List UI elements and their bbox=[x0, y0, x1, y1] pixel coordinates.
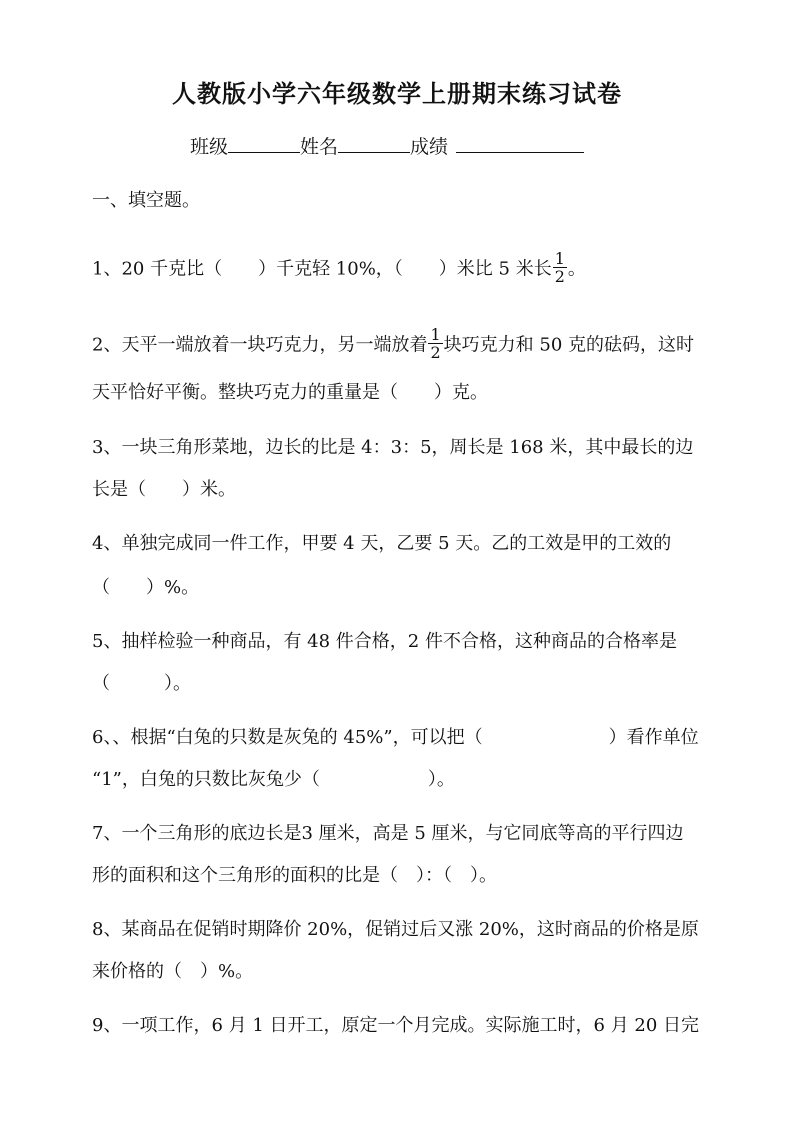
fraction-one-half: $\frac{1}{2}$ bbox=[430, 325, 441, 362]
question-3-line-1: 3、一块三角形菜地，边长的比是 4：3：5，周长是 168 米，其中最长的边 bbox=[92, 437, 694, 458]
page-title: 人教版小学六年级数学上册期末练习试卷 bbox=[172, 79, 622, 108]
class-blank bbox=[228, 134, 300, 153]
name-blank bbox=[338, 134, 410, 153]
question-9-line-1: 9、一项工作，6 月 1 日开工，原定一个月完成。实际施工时，6 月 20 日完 bbox=[92, 1015, 700, 1036]
question-5-line-1: 5、抽样检验一种商品，有 48 件合格，2 件不合格，这种商品的合格率是 bbox=[92, 631, 677, 652]
name-label: 姓名 bbox=[300, 136, 339, 158]
question-8-line-1: 8、某商品在促销时期降价 20%，促销过后又涨 20%，这时商品的价格是原 bbox=[92, 919, 699, 940]
question-1: 1、20 千克比（ ）千克轻 10%，（ ）米比 5 米长 $\frac{1}{2}$ 。 bbox=[92, 249, 586, 286]
score-blank bbox=[456, 134, 584, 153]
question-3-line-2: 长是（ ）米。 bbox=[92, 479, 236, 500]
question-2-line-2: 天平恰好平衡。整块巧克力的重量是（ ）克。 bbox=[92, 382, 488, 403]
question-6-line-1: 6、、根据“白兔的只数是灰兔的 45%”，可以把（ ）看作单位 bbox=[92, 727, 699, 748]
question-5-line-2: （ ）。 bbox=[92, 673, 191, 694]
question-6-line-2: “1”，白兔的只数比灰兔少（ ）。 bbox=[92, 769, 455, 790]
question-2-line-1: 2、天平一端放着一块巧克力，另一端放着 $\frac{1}{2}$ 块巧克力和 50 克的砝码，这时 bbox=[92, 325, 694, 362]
question-8-line-2: 来价格的（ ）%。 bbox=[92, 961, 254, 982]
question-4-line-2: （ ）%。 bbox=[92, 577, 200, 598]
section-heading: 一、填空题。 bbox=[92, 190, 200, 211]
fraction-one-half: $\frac{1}{2}$ bbox=[554, 249, 565, 286]
question-1-text: 1、20 千克比（ ）千克轻 10%，（ ）米比 5 米长 bbox=[92, 258, 552, 280]
question-7-line-2: 形的面积和这个三角形的面积的比是（ ）：（ ）。 bbox=[92, 865, 497, 886]
question-2-text: 2、天平一端放着一块巧克力，另一端放着 bbox=[92, 334, 428, 356]
question-7-line-1: 7、一个三角形的底边长是3 厘米，高是 5 厘米，与它同底等高的平行四边 bbox=[92, 823, 684, 844]
score-label: 成绩 bbox=[410, 136, 449, 158]
student-info-line bbox=[190, 132, 584, 159]
class-label: 班级 bbox=[190, 136, 229, 158]
question-4-line-1: 4、单独完成同一件工作，甲要 4 天，乙要 5 天。乙的工效是甲的工效的 bbox=[92, 533, 672, 554]
